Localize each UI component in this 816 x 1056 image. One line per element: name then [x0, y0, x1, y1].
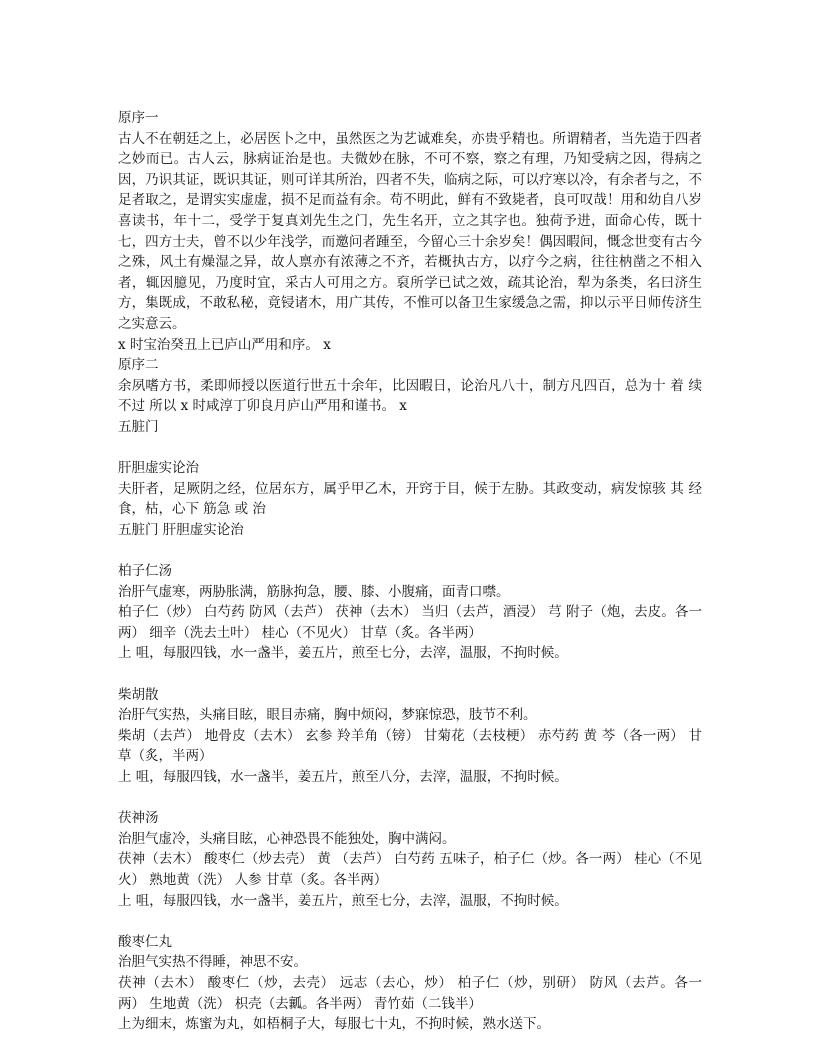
- preface1-body: 古人不在朝廷之上，必居医卜之中，虽然医之为艺诚难矣，亦贵乎精也。所谓精者，当先造于四者之妙而已。古人云，脉病证治是也。夫微妙在脉，不可不察，察之有理，乃知受病之因，得病之因，乃识其证，既识其证，则可详其所治，四者不失，临病之际，可以疗寒以冷，有余者与之，不足者取之，是谓实实虚虚，损不足而益有余。苟不明此，鲜有不致毙者，良可叹哉！用和幼自八岁喜读书，年十二，受学于复真刘先生之门，先生名开，立之其字也。独荷予进，面命心传，既十七，四方士夫，曾不以少年浅学，而邀问者踵至，今留心三十余岁矣！偶因暇间，慨念世变有古今之殊，风土有燥湿之异，故人禀亦有浓薄之不齐，若概执古方，以疗今之病，往往枘凿之不相入者，辄因臆见，乃度时宜，采古人可用之方。裒所学已试之效，疏其论治，犁为条类，名曰济生方，集既成，不敢私秘，竟锓诸木，用广其传，不惟可以备卫生家缓急之需，抑以示平日师传济生之实意云。: [118, 130, 702, 332]
- recipe-name: 酸枣仁丸: [118, 933, 172, 950]
- recipe-usage: 上 咀，每服四钱，水一盏半，姜五片，煎至八分，去滓，温服，不拘时候。: [118, 769, 568, 785]
- recipe-ingredients: 茯神（去木） 酸枣仁（炒，去壳） 远志（去心，炒） 柏子仁（炒，别研） 防风（去芦。各一两） 生地黄（洗） 枳壳（去瓤。各半两） 青竹茹（二钱半）: [118, 974, 702, 1012]
- liver-body: 夫肝者，足厥阴之经，位居东方，属乎甲乙木，开窍于目，候于左胁。其政变动，病发惊骇 其 经 食，枯，心下 筋急 或 治: [118, 480, 702, 518]
- spacer: [118, 438, 702, 459]
- spacer: [118, 788, 702, 809]
- recipe-ingredients: 茯神（去木） 酸枣仁（炒去壳） 黄 （去芦） 白芍药 五味子，柏子仁（炒。各一两） 桂心（不见火） 熟地黄（洗） 人参 甘草（炙。各半两）: [118, 851, 702, 888]
- recipe-indication: 治胆气虚冷，头痛目眩，心神恐畏不能独处，胸中满闷。: [118, 830, 456, 847]
- recipe-ingredients: 柏子仁（炒） 白芍药 防风（去芦） 茯神（去木） 当归（去芦，酒浸） 芎 附子（炮，去皮。各一两） 细辛（洗去土叶） 桂心（不见火） 甘草（炙。各半两）: [118, 604, 702, 641]
- liver-title: 肝胆虚实论治: [118, 460, 199, 477]
- running-head: 五脏门 肝胆虚实论治: [118, 521, 244, 538]
- preface2-title: 原序二: [118, 357, 159, 374]
- recipe-name: 茯神汤: [118, 810, 159, 827]
- preface1-title: 原序一: [118, 110, 159, 126]
- recipe-usage: 上为细末，炼蜜为丸，如梧桐子大，每服七十丸，不拘时候，熟水送下。: [118, 1016, 550, 1033]
- recipe-usage: 上 咀，每服四钱，水一盏半，姜五片，煎至七分，去滓，温服，不拘时候。: [118, 645, 568, 662]
- recipe-name: 柴胡散: [118, 686, 159, 703]
- document-page: [118, 108, 702, 1035]
- spacer: [118, 911, 702, 932]
- recipe-name: 柏子仁汤: [118, 563, 172, 580]
- preface2-body: 余夙嗜方书，柔即师授以医道行世五十余年，比因暇日，论治凡八十，制方凡四百，总为十 着 续 不过 所以 x 时咸淳丁卯良月庐山严用和谨书。 x: [118, 377, 702, 415]
- spacer: [118, 664, 702, 685]
- section-heading: 五脏门: [118, 418, 159, 435]
- spacer: [118, 540, 702, 561]
- preface1-signature: x 时宝治癸丑上已庐山严用和序。 x: [118, 336, 331, 353]
- recipe-indication: 治肝气实热，头痛目眩，眼目赤痛，胸中烦闷，梦寐惊恐，肢节不利。: [118, 707, 537, 724]
- recipe-indication: 治胆气实热不得睡，神思不安。: [118, 954, 307, 971]
- recipe-usage: 上 咀，每服四钱，水一盏半，姜五片，煎至七分，去滓，温服，不拘时候。: [118, 892, 568, 909]
- recipe-indication: 治肝气虚寒，两胁胀满，筋脉拘急，腰、膝、小腹痛，面青口噤。: [118, 583, 510, 600]
- recipe-ingredients: 柴胡（去芦） 地骨皮（去木） 玄参 羚羊角（镑） 甘菊花（去枝梗） 赤芍药 黄 芩（各一两） 甘草（炙，半两）: [118, 727, 702, 765]
